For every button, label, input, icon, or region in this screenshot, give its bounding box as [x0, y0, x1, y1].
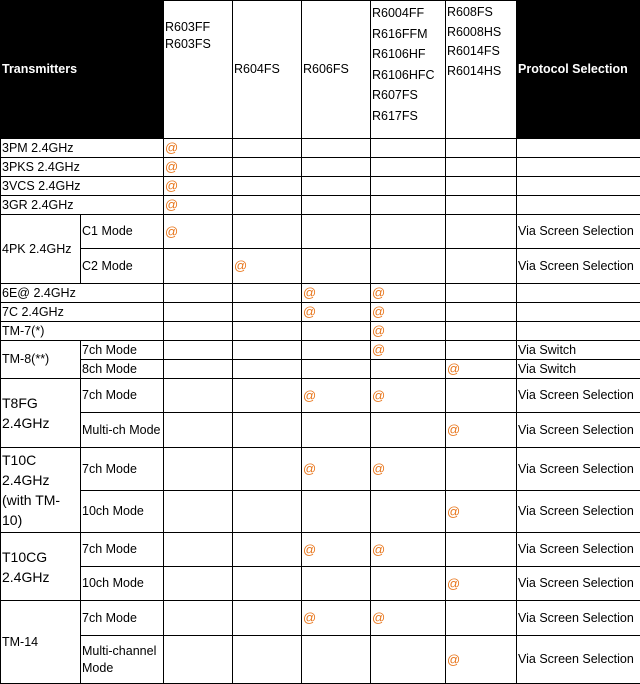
compat-mark: @ [165, 140, 178, 155]
protocol-cell: Via Screen Selection [517, 533, 640, 567]
table-row [1, 533, 640, 567]
mode-label: C1 Mode [81, 215, 164, 249]
compat-mark: @ [165, 224, 178, 239]
table-row [1, 322, 640, 341]
tx-name: TM-14 [1, 601, 81, 684]
protocol-header: Protocol Selection [517, 1, 640, 139]
header-row [1, 1, 640, 139]
table-row [1, 284, 640, 303]
protocol-cell: Via Switch [517, 360, 640, 379]
mode-label: 7ch Mode [81, 448, 164, 491]
protocol-cell: Via Screen Selection [517, 636, 640, 684]
compat-mark: @ [303, 304, 316, 319]
receiver-name: R606FS [303, 61, 369, 78]
tx-name: 7C 2.4GHz [1, 303, 164, 322]
tx-name: 3PM 2.4GHz [1, 139, 164, 158]
table-row [1, 158, 640, 177]
receiver-col-2 [233, 1, 302, 139]
compat-mark: @ [372, 388, 385, 403]
tx-name: 3GR 2.4GHz [1, 196, 164, 215]
table-row [1, 139, 640, 158]
protocol-cell: Via Screen Selection [517, 413, 640, 448]
protocol-cell: Via Screen Selection [517, 491, 640, 533]
compat-mark: @ [303, 285, 316, 300]
table-row [1, 413, 640, 448]
receiver-name: R616FFM [372, 24, 444, 45]
protocol-cell: Via Switch [517, 341, 640, 360]
receiver-name: R6014FS [447, 42, 515, 62]
receiver-name: R603FF [165, 19, 231, 36]
mode-label: 7ch Mode [81, 533, 164, 567]
table-row [1, 196, 640, 215]
mode-label: 7ch Mode [81, 379, 164, 413]
receiver-name: R6004FF [372, 3, 444, 24]
transmitters-header: Transmitters [1, 1, 164, 139]
protocol-cell: Via Screen Selection [517, 448, 640, 491]
compat-mark: @ [447, 422, 460, 437]
table-row [1, 636, 640, 684]
table-row [1, 341, 640, 360]
compat-mark: @ [372, 542, 385, 557]
receiver-name: R603FS [165, 36, 231, 53]
receiver-name: R617FS [372, 106, 444, 127]
table-row [1, 360, 640, 379]
mode-label: C2 Mode [81, 249, 164, 284]
receiver-col-1 [164, 1, 233, 139]
compat-mark: @ [372, 285, 385, 300]
compat-mark: @ [447, 576, 460, 591]
table-row [1, 303, 640, 322]
tx-name: 3VCS 2.4GHz [1, 177, 164, 196]
compat-mark: @ [447, 652, 460, 667]
receiver-name: R604FS [234, 61, 300, 78]
receivers-label: Receivers [164, 2, 223, 16]
compat-mark: @ [303, 461, 316, 476]
receiver-name: R6008HS [447, 23, 515, 43]
protocol-cell: Via Screen Selection [517, 249, 640, 284]
receiver-col-5 [446, 1, 517, 139]
receiver-name: R608FS [447, 3, 515, 23]
tx-name: TM-7(*) [1, 322, 164, 341]
compat-mark: @ [234, 258, 247, 273]
table-row [1, 601, 640, 636]
protocol-cell: Via Screen Selection [517, 601, 640, 636]
table-row [1, 249, 640, 284]
mode-label: 8ch Mode [81, 360, 164, 379]
compat-mark: @ [303, 542, 316, 557]
mode-label: 10ch Mode [81, 491, 164, 533]
compat-mark: @ [303, 388, 316, 403]
tx-name: 6E@ 2.4GHz [1, 284, 164, 303]
compat-mark: @ [372, 610, 385, 625]
protocol-cell: Via Screen Selection [517, 567, 640, 601]
tx-name: T8FG 2.4GHz [1, 379, 81, 448]
receiver-name: R6014HS [447, 62, 515, 82]
compat-mark: @ [165, 178, 178, 193]
compat-mark: @ [372, 461, 385, 476]
table-row [1, 379, 640, 413]
table-row [1, 491, 640, 533]
tx-name: TM-8(**) [1, 341, 81, 379]
mode-label: Multi-ch Mode [81, 413, 164, 448]
tx-name: T10CG 2.4GHz [1, 533, 81, 601]
compat-mark: @ [447, 504, 460, 519]
receiver-col-4 [371, 1, 446, 139]
receiver-col-3 [302, 1, 371, 139]
tx-name: T10C 2.4GHz (with TM-10) [1, 448, 81, 533]
tx-name: 4PK 2.4GHz [1, 215, 81, 284]
receiver-name: R6106HF [372, 44, 444, 65]
tx-name: 3PKS 2.4GHz [1, 158, 164, 177]
compat-mark: @ [372, 342, 385, 357]
compat-mark: @ [447, 361, 460, 376]
table-row [1, 177, 640, 196]
table-row [1, 215, 640, 249]
compat-mark: @ [372, 304, 385, 319]
table-row [1, 567, 640, 601]
mode-label: 7ch Mode [81, 341, 164, 360]
compat-mark: @ [165, 159, 178, 174]
receiver-name: R6106HFC [372, 65, 444, 86]
mode-label: 7ch Mode [81, 601, 164, 636]
compat-mark: @ [372, 323, 385, 338]
compat-mark: @ [165, 197, 178, 212]
table-row [1, 448, 640, 491]
receiver-name: R607FS [372, 85, 444, 106]
mode-label: 10ch Mode [81, 567, 164, 601]
protocol-cell: Via Screen Selection [517, 379, 640, 413]
protocol-cell: Via Screen Selection [517, 215, 640, 249]
mode-label: Multi-channel Mode [81, 636, 164, 684]
compat-mark: @ [303, 610, 316, 625]
